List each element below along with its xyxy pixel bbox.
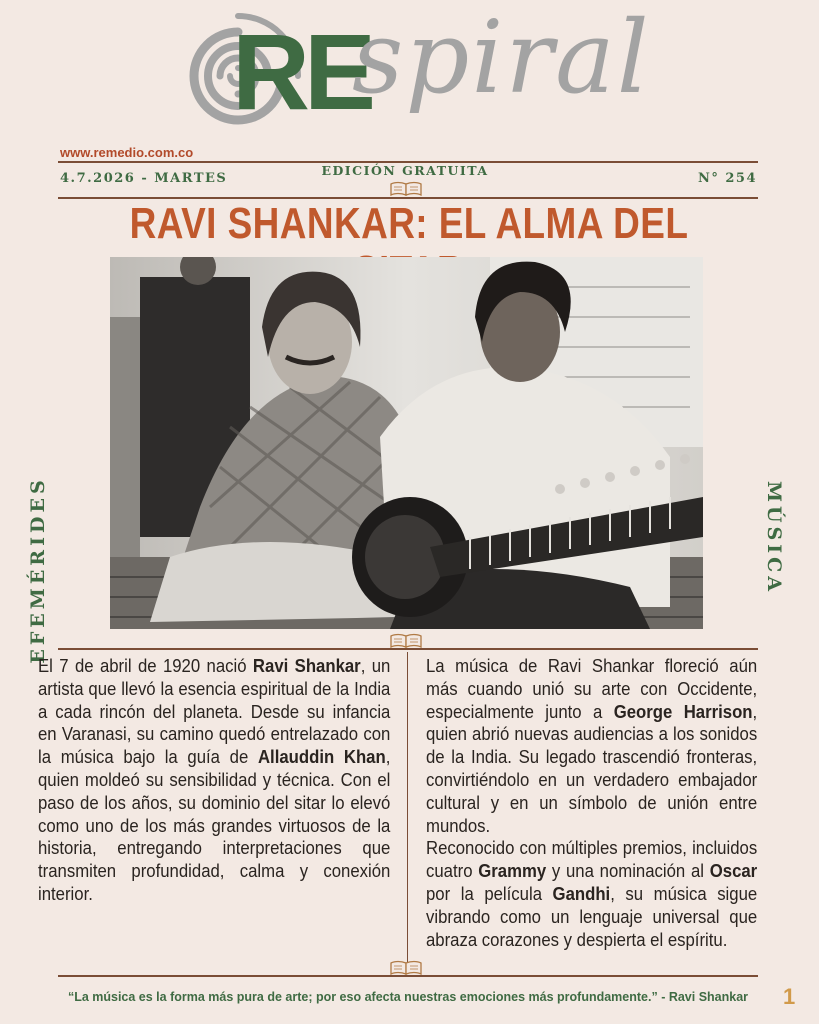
paragraph: Reconocido con múltiples premios, incluidos cuatro Grammy y una nominación al Oscar por la película Gandhi, su música sigue vibrando como un lenguaje universal que abraza corazones y despierta el espíritu. [426, 838, 758, 950]
section-musica: MÚSICA [763, 480, 785, 596]
award-grammy: Grammy [478, 861, 547, 882]
name-allauddin-khan: Allauddin Khan [257, 747, 386, 768]
paragraph: La música de Ravi Shankar floreció aún más cuando unió su arte con Occidente, especialmente junto a George Harrison, quien abrió nuevas audiencias a los sonidos de la India. Su legado trascendió fronteras, convirtiéndolo en un verdadero embajador cultural y en un símbolo de unión entre mundos. [426, 656, 758, 836]
section-label-right [762, 473, 786, 603]
article-column-right [426, 655, 757, 951]
book-icon [390, 960, 422, 976]
award-oscar: Oscar [709, 861, 758, 882]
book-icon [390, 633, 422, 649]
page-number: 1 [783, 984, 796, 1009]
logo-spiral-text: spiral [352, 0, 651, 116]
name-george-harrison: George Harrison [613, 701, 753, 722]
film-gandhi: Gandhi [552, 883, 611, 904]
masthead [0, 0, 819, 160]
article-photo [110, 257, 703, 629]
name-ravi-shankar: Ravi Shankar [252, 656, 361, 676]
column-divider [407, 652, 408, 962]
issue-number: N° 254 [697, 171, 757, 186]
book-icon [390, 181, 422, 197]
paragraph: El 7 de abril de 1920 nació Ravi Shankar, un artista que llevó la esencia espiritual de la India a cada rincón del planeta. Desde su infancia en Varanasi, su camino quedó entrelazado con la música bajo la guía de Allauddin Khan, quien moldeó su sensibilidad y técnica. Con el paso de los años, su dominio del sitar lo elevó como uno de los más grandes virtuosos de la historia, entregando interpretaciones que transmiten profundidad, calma y conexión interior. [38, 656, 391, 904]
site-url-link[interactable]: www.remedio.com.co [60, 145, 194, 160]
issue-date: 4.7.2026 - MARTES [60, 171, 228, 186]
article-column-left [38, 655, 390, 906]
edition-label: EDICIÓN GRATUITA [321, 163, 489, 178]
footer-quote: “La música es la forma más pura de arte; por eso afecta nuestras emociones más profundamente.” - Ravi Shankar [67, 990, 749, 1004]
section-efemerides: EFEMÉRIDES [27, 476, 49, 664]
article-headline: RAVI SHANKAR: EL ALMA DEL [129, 199, 689, 248]
logo-re-text: RE [232, 11, 371, 132]
section-label-left [26, 470, 50, 670]
